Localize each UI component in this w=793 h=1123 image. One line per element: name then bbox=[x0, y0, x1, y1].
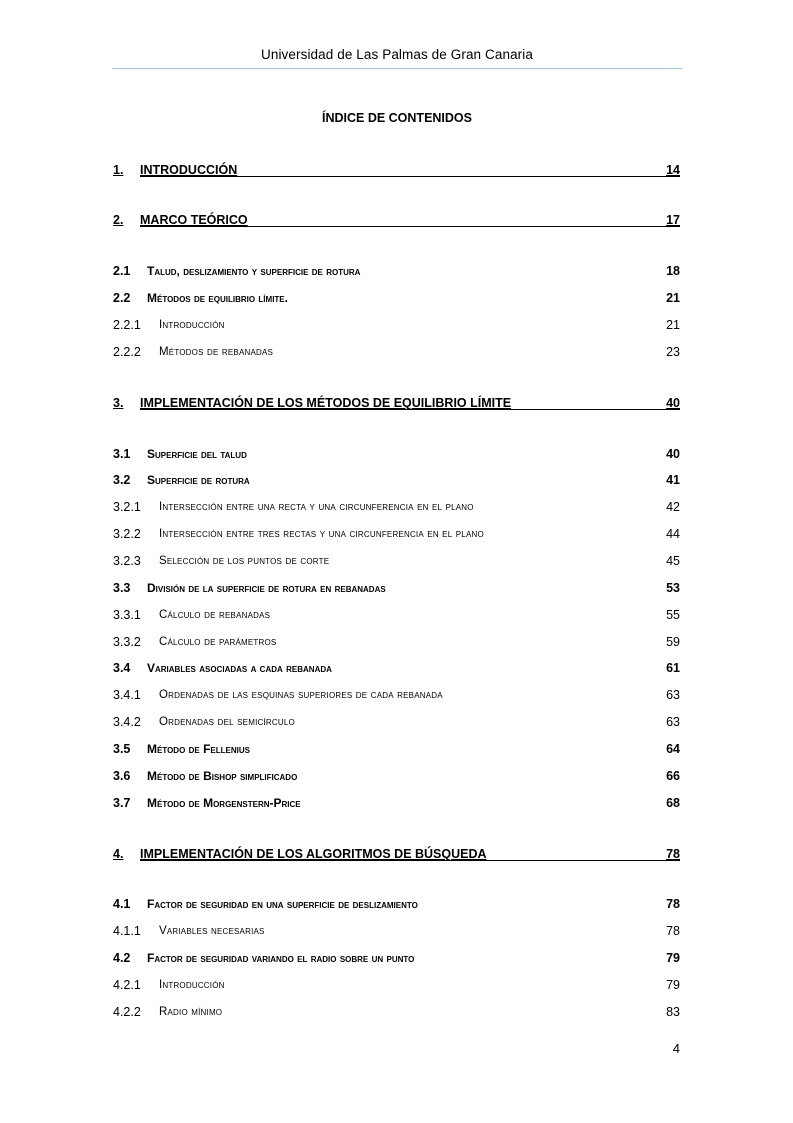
toc-entry-leader-rule bbox=[140, 860, 680, 861]
toc-entry-page: 40 bbox=[666, 447, 680, 461]
toc-entry[interactable] bbox=[113, 499, 680, 516]
toc-entry[interactable] bbox=[113, 634, 680, 651]
toc-entry-number: 4.2.2 bbox=[113, 1005, 141, 1019]
toc-entry-title: Cálculo de parámetros bbox=[159, 636, 277, 648]
toc-entry-title: Superficie de rotura bbox=[147, 473, 250, 487]
toc-entry[interactable] bbox=[113, 660, 680, 677]
toc-entry-page: 79 bbox=[666, 978, 680, 992]
toc-entry-leader-rule bbox=[140, 226, 680, 227]
toc-entry-title: Ordenadas del semicírculo bbox=[159, 716, 295, 728]
page-header: Universidad de Las Palmas de Gran Canaria bbox=[261, 47, 533, 62]
toc-entry-page: 55 bbox=[666, 608, 680, 622]
toc-entry-number: 4.1.1 bbox=[113, 924, 141, 938]
toc-entry[interactable] bbox=[113, 896, 680, 913]
toc-entry-page: 42 bbox=[666, 500, 680, 514]
toc-entry-page: 53 bbox=[666, 581, 680, 595]
toc-entry-number: 3.5 bbox=[113, 742, 131, 756]
toc-entry-title: Intersección entre tres rectas y una circunferencia en el plano bbox=[159, 528, 484, 540]
toc-entry-number: 3.3.1 bbox=[113, 608, 141, 622]
toc-entry-page: 79 bbox=[666, 951, 680, 965]
toc-entry-page: 14 bbox=[666, 163, 680, 177]
toc-entry[interactable] bbox=[113, 768, 680, 785]
toc-entry-page: 40 bbox=[666, 396, 680, 410]
toc-entry[interactable] bbox=[113, 687, 680, 704]
toc-entry-title: Superficie del talud bbox=[147, 447, 247, 461]
toc-entry-title: División de la superficie de rotura en rebanadas bbox=[147, 581, 386, 595]
toc-entry[interactable] bbox=[113, 162, 680, 179]
toc-entry-number: 3.1 bbox=[113, 447, 131, 461]
toc-entry-number: 3.2.2 bbox=[113, 527, 141, 541]
toc-entry-number: 3.6 bbox=[113, 769, 131, 783]
toc-entry-number: 2.2.2 bbox=[113, 345, 141, 359]
toc-entry-page: 78 bbox=[666, 847, 680, 861]
toc-entry-page: 21 bbox=[666, 318, 680, 332]
toc-entry-title: Métodos de equilibrio límite. bbox=[147, 291, 288, 305]
toc-entry[interactable] bbox=[113, 846, 680, 863]
toc-entry-page: 66 bbox=[666, 769, 680, 783]
toc-entry-page: 41 bbox=[666, 473, 680, 487]
toc-entry-title: Introducción bbox=[159, 979, 225, 991]
toc-entry-number: 2. bbox=[113, 213, 124, 227]
toc-entry-number: 4. bbox=[113, 847, 124, 861]
toc-entry-title: Factor de seguridad en una superficie de deslizamiento bbox=[147, 897, 418, 911]
toc-entry-number: 2.2.1 bbox=[113, 318, 141, 332]
toc-entry[interactable] bbox=[113, 553, 680, 570]
toc-entry-page: 44 bbox=[666, 527, 680, 541]
toc-entry[interactable] bbox=[113, 795, 680, 812]
toc-entry-number: 2.1 bbox=[113, 264, 131, 278]
toc-entry-page: 45 bbox=[666, 554, 680, 568]
toc-entry[interactable] bbox=[113, 1004, 680, 1021]
toc-entry-title: Método de Bishop simplificado bbox=[147, 769, 298, 783]
toc-entry[interactable] bbox=[113, 446, 680, 463]
toc-entry-number: 4.1 bbox=[113, 897, 131, 911]
toc-entry[interactable] bbox=[113, 317, 680, 334]
toc-entry-title: Ordenadas de las esquinas superiores de cada rebanada bbox=[159, 689, 443, 701]
toc-title: ÍNDICE DE CONTENIDOS bbox=[321, 111, 472, 125]
toc-entry[interactable] bbox=[113, 950, 680, 967]
toc-entry[interactable] bbox=[113, 526, 680, 543]
toc-entry-page: 61 bbox=[666, 661, 680, 675]
toc-entry[interactable] bbox=[113, 977, 680, 994]
toc-entry-number: 2.2 bbox=[113, 291, 131, 305]
toc-entry-number: 3.2.1 bbox=[113, 500, 141, 514]
toc-entry-page: 68 bbox=[666, 796, 680, 810]
toc-entry-title: MARCO TEÓRICO bbox=[140, 213, 248, 227]
toc-entry-title: Factor de seguridad variando el radio sobre un punto bbox=[147, 951, 415, 965]
toc-entry-number: 3.3.2 bbox=[113, 635, 141, 649]
toc-entry-title: IMPLEMENTACIÓN DE LOS ALGORITMOS DE BÚSQUEDA bbox=[140, 847, 487, 861]
toc-entry-page: 17 bbox=[666, 213, 680, 227]
toc-entry-title: Método de Fellenius bbox=[147, 742, 250, 756]
toc-entry-page: 59 bbox=[666, 635, 680, 649]
toc-entry[interactable] bbox=[113, 290, 680, 307]
toc-entry[interactable] bbox=[113, 395, 680, 412]
toc-entry-title: Variables necesarias bbox=[159, 925, 265, 937]
toc-entry-title: Método de Morgenstern-Price bbox=[147, 796, 301, 810]
toc-entry-title: Talud, deslizamiento y superficie de rotura bbox=[147, 264, 361, 278]
header-rule bbox=[112, 68, 682, 69]
toc-entry[interactable] bbox=[113, 212, 680, 229]
toc-entry-number: 3. bbox=[113, 396, 124, 410]
toc-entry[interactable] bbox=[113, 607, 680, 624]
toc-entry-number: 3.7 bbox=[113, 796, 131, 810]
toc-entry-page: 78 bbox=[666, 924, 680, 938]
toc-entry-number: 3.2.3 bbox=[113, 554, 141, 568]
toc-entry-title: Radio mínimo bbox=[159, 1006, 223, 1018]
toc-entry[interactable] bbox=[113, 263, 680, 280]
toc-entry-number: 4.2.1 bbox=[113, 978, 141, 992]
toc-entry[interactable] bbox=[113, 714, 680, 731]
toc-entry-page: 83 bbox=[666, 1005, 680, 1019]
toc-entry-title: Intersección entre una recta y una circunferencia en el plano bbox=[159, 501, 474, 513]
toc-entry-number: 3.4 bbox=[113, 661, 131, 675]
toc-entry-number: 4.2 bbox=[113, 951, 131, 965]
toc-entry-page: 21 bbox=[666, 291, 680, 305]
toc-entry[interactable] bbox=[113, 472, 680, 489]
toc-entry-title: IMPLEMENTACIÓN DE LOS MÉTODOS DE EQUILIBRIO LÍMITE bbox=[140, 396, 512, 410]
toc-entry-title: Variables asociadas a cada rebanada bbox=[147, 661, 332, 675]
toc-entry-page: 63 bbox=[666, 688, 680, 702]
toc-entry[interactable] bbox=[113, 580, 680, 597]
toc-entry-number: 3.3 bbox=[113, 581, 131, 595]
toc-entry-page: 18 bbox=[666, 264, 680, 278]
toc-entry[interactable] bbox=[113, 741, 680, 758]
toc-entry-title: Cálculo de rebanadas bbox=[159, 609, 271, 621]
toc-entry-page: 63 bbox=[666, 715, 680, 729]
toc-entry-title: Selección de los puntos de corte bbox=[159, 555, 330, 567]
toc-entry-title: Métodos de rebanadas bbox=[159, 346, 274, 358]
toc-entry-number: 1. bbox=[113, 163, 124, 177]
toc-entry-title: Introducción bbox=[159, 319, 225, 331]
toc-entry-page: 78 bbox=[666, 897, 680, 911]
page-number: 4 bbox=[672, 1041, 680, 1056]
toc-entry-page: 64 bbox=[666, 742, 680, 756]
toc-entry-title: INTRODUCCIÓN bbox=[140, 163, 238, 177]
toc-entry-page: 23 bbox=[666, 345, 680, 359]
toc-entry-leader-rule bbox=[140, 176, 680, 177]
toc-entry-leader-rule bbox=[140, 409, 680, 410]
toc-entry-number: 3.2 bbox=[113, 473, 131, 487]
toc-entry-number: 3.4.1 bbox=[113, 688, 141, 702]
toc-entry[interactable] bbox=[113, 344, 680, 361]
toc-entry[interactable] bbox=[113, 923, 680, 940]
toc-entry-number: 3.4.2 bbox=[113, 715, 141, 729]
